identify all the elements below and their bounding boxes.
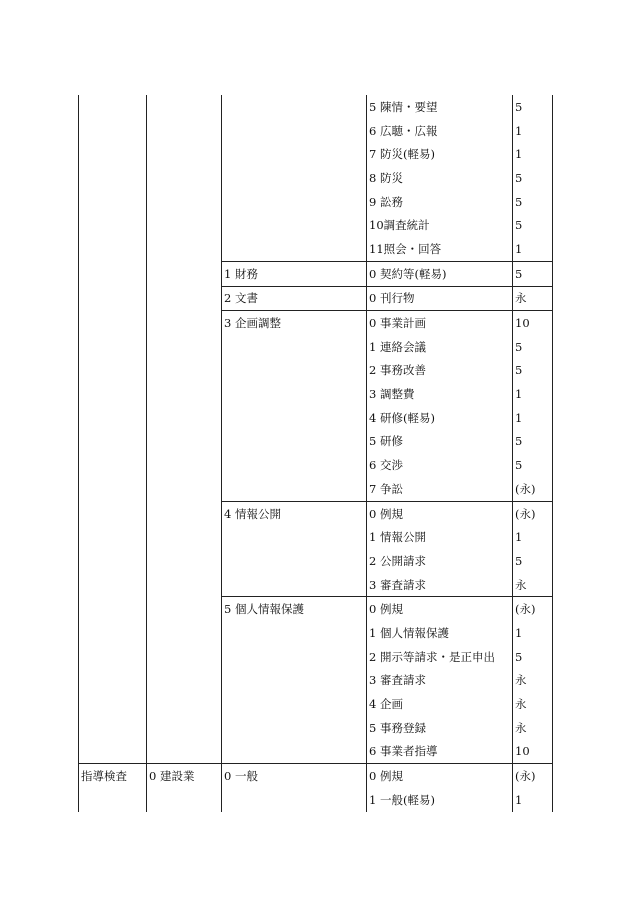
item-cell: 0 例規	[367, 597, 513, 621]
table-row	[79, 335, 553, 359]
retention-period-cell: 永	[513, 716, 553, 740]
table-row	[79, 237, 553, 261]
subcategory-cell	[147, 430, 222, 454]
section-cell	[222, 573, 367, 597]
subcategory-cell	[147, 740, 222, 764]
retention-period-cell: 5	[513, 645, 553, 669]
item-cell: 1 一般(軽易)	[367, 788, 513, 812]
subcategory-cell	[147, 645, 222, 669]
item-cell: 0 刊行物	[367, 286, 513, 311]
section-cell	[222, 549, 367, 573]
item-cell: 5 陳情・要望	[367, 95, 513, 119]
item-cell: 6 交渉	[367, 453, 513, 477]
item-cell: 3 審査請求	[367, 669, 513, 693]
section-cell: 4 情報公開	[222, 501, 367, 525]
category-cell	[79, 142, 147, 166]
section-cell	[222, 740, 367, 764]
retention-period-cell: 5	[513, 453, 553, 477]
item-cell: 7 防災(軽易)	[367, 142, 513, 166]
category-cell	[79, 525, 147, 549]
retention-period-cell: 永	[513, 286, 553, 311]
subcategory-cell	[147, 335, 222, 359]
section-cell	[222, 335, 367, 359]
retention-period-cell: 5	[513, 213, 553, 237]
subcategory-cell	[147, 406, 222, 430]
category-cell	[79, 166, 147, 190]
section-cell	[222, 645, 367, 669]
category-cell	[79, 477, 147, 501]
table-row	[79, 95, 553, 119]
category-cell	[79, 286, 147, 311]
item-cell: 2 開示等請求・是正申出	[367, 645, 513, 669]
item-cell: 4 研修(軽易)	[367, 406, 513, 430]
table-row	[79, 382, 553, 406]
section-cell	[222, 166, 367, 190]
table-row	[79, 692, 553, 716]
category-cell	[79, 573, 147, 597]
retention-period-cell: 1	[513, 406, 553, 430]
table-row	[79, 119, 553, 143]
subcategory-cell	[147, 190, 222, 214]
section-cell	[222, 119, 367, 143]
item-cell: 0 例規	[367, 501, 513, 525]
retention-period-cell: 5	[513, 335, 553, 359]
retention-period-cell: 1	[513, 621, 553, 645]
item-cell: 5 事務登録	[367, 716, 513, 740]
table-row	[79, 286, 553, 311]
section-cell: 2 文書	[222, 286, 367, 311]
retention-period-cell: 1	[513, 119, 553, 143]
category-cell	[79, 453, 147, 477]
retention-period-cell: 永	[513, 692, 553, 716]
retention-period-cell: 永	[513, 669, 553, 693]
subcategory-cell	[147, 573, 222, 597]
section-cell	[222, 430, 367, 454]
table-row	[79, 740, 553, 764]
subcategory-cell	[147, 453, 222, 477]
item-cell: 5 研修	[367, 430, 513, 454]
item-cell: 1 連絡会議	[367, 335, 513, 359]
item-cell: 8 防災	[367, 166, 513, 190]
table-row	[79, 549, 553, 573]
section-cell	[222, 95, 367, 119]
retention-period-cell: (永)	[513, 501, 553, 525]
section-cell	[222, 669, 367, 693]
subcategory-cell	[147, 166, 222, 190]
retention-period-cell: 5	[513, 190, 553, 214]
retention-period-cell: 1	[513, 142, 553, 166]
category-cell	[79, 692, 147, 716]
item-cell: 0 事業計画	[367, 311, 513, 335]
subcategory-cell	[147, 382, 222, 406]
subcategory-cell	[147, 549, 222, 573]
subcategory-cell	[147, 716, 222, 740]
section-cell	[222, 788, 367, 812]
retention-period-cell: 5	[513, 95, 553, 119]
item-cell: 0 契約等(軽易)	[367, 261, 513, 286]
item-cell: 6 広聴・広報	[367, 119, 513, 143]
table-row	[79, 453, 553, 477]
retention-period-cell: 5	[513, 549, 553, 573]
subcategory-cell	[147, 119, 222, 143]
retention-period-cell: 1	[513, 525, 553, 549]
retention-period-cell: 10	[513, 740, 553, 764]
table-row	[79, 764, 553, 788]
section-cell: 3 企画調整	[222, 311, 367, 335]
category-cell	[79, 501, 147, 525]
table-row	[79, 669, 553, 693]
table-row	[79, 573, 553, 597]
retention-period-cell: 10	[513, 311, 553, 335]
table-row	[79, 359, 553, 383]
category-cell	[79, 213, 147, 237]
category-cell	[79, 716, 147, 740]
table-row	[79, 261, 553, 286]
table-row	[79, 406, 553, 430]
category-cell: 指導検査	[79, 764, 147, 788]
subcategory-cell	[147, 213, 222, 237]
section-cell	[222, 525, 367, 549]
subcategory-cell	[147, 788, 222, 812]
category-cell	[79, 549, 147, 573]
table-row	[79, 213, 553, 237]
category-cell	[79, 430, 147, 454]
category-cell	[79, 788, 147, 812]
section-cell	[222, 359, 367, 383]
subcategory-cell	[147, 237, 222, 261]
category-cell	[79, 237, 147, 261]
category-cell	[79, 382, 147, 406]
subcategory-cell	[147, 692, 222, 716]
table-row	[79, 430, 553, 454]
retention-period-cell: 1	[513, 788, 553, 812]
retention-period-cell: (永)	[513, 477, 553, 501]
item-cell: 6 事業者指導	[367, 740, 513, 764]
section-cell	[222, 453, 367, 477]
section-cell	[222, 716, 367, 740]
table-row	[79, 311, 553, 335]
section-cell: 0 一般	[222, 764, 367, 788]
category-cell	[79, 335, 147, 359]
table-row	[79, 501, 553, 525]
item-cell: 1 個人情報保護	[367, 621, 513, 645]
subcategory-cell	[147, 621, 222, 645]
section-cell	[222, 477, 367, 501]
subcategory-cell: 0 建設業	[147, 764, 222, 788]
table-body	[79, 95, 553, 812]
table-row	[79, 525, 553, 549]
category-cell	[79, 597, 147, 621]
retention-period-cell: 1	[513, 382, 553, 406]
table-row	[79, 190, 553, 214]
retention-period-cell: 5	[513, 261, 553, 286]
section-cell	[222, 142, 367, 166]
retention-period-cell: 5	[513, 166, 553, 190]
section-cell	[222, 406, 367, 430]
category-cell	[79, 261, 147, 286]
section-cell	[222, 213, 367, 237]
retention-period-cell: (永)	[513, 764, 553, 788]
section-cell	[222, 692, 367, 716]
item-cell: 9 訟務	[367, 190, 513, 214]
table-row	[79, 477, 553, 501]
section-cell	[222, 382, 367, 406]
subcategory-cell	[147, 597, 222, 621]
subcategory-cell	[147, 311, 222, 335]
category-cell	[79, 311, 147, 335]
table-row	[79, 621, 553, 645]
section-cell	[222, 621, 367, 645]
subcategory-cell	[147, 359, 222, 383]
category-cell	[79, 406, 147, 430]
category-cell	[79, 95, 147, 119]
item-cell: 3 調整費	[367, 382, 513, 406]
table-row	[79, 645, 553, 669]
item-cell: 1 情報公開	[367, 525, 513, 549]
table-row	[79, 716, 553, 740]
item-cell: 2 事務改善	[367, 359, 513, 383]
subcategory-cell	[147, 261, 222, 286]
category-cell	[79, 669, 147, 693]
subcategory-cell	[147, 501, 222, 525]
category-cell	[79, 645, 147, 669]
section-cell	[222, 237, 367, 261]
item-cell: 4 企画	[367, 692, 513, 716]
item-cell: 0 例規	[367, 764, 513, 788]
item-cell: 2 公開請求	[367, 549, 513, 573]
category-cell	[79, 359, 147, 383]
retention-period-cell: (永)	[513, 597, 553, 621]
table-row	[79, 788, 553, 812]
item-cell: 11照会・回答	[367, 237, 513, 261]
retention-period-cell: 1	[513, 237, 553, 261]
section-cell: 5 個人情報保護	[222, 597, 367, 621]
table-row	[79, 142, 553, 166]
subcategory-cell	[147, 477, 222, 501]
subcategory-cell	[147, 669, 222, 693]
retention-period-cell: 5	[513, 359, 553, 383]
subcategory-cell	[147, 95, 222, 119]
subcategory-cell	[147, 525, 222, 549]
retention-period-cell: 永	[513, 573, 553, 597]
subcategory-cell	[147, 286, 222, 311]
subcategory-cell	[147, 142, 222, 166]
item-cell: 3 審査請求	[367, 573, 513, 597]
item-cell: 7 争訟	[367, 477, 513, 501]
table-row	[79, 166, 553, 190]
retention-schedule-table	[78, 95, 553, 812]
category-cell	[79, 621, 147, 645]
section-cell: 1 財務	[222, 261, 367, 286]
item-cell: 10調査統計	[367, 213, 513, 237]
section-cell	[222, 190, 367, 214]
category-cell	[79, 740, 147, 764]
retention-period-cell: 5	[513, 430, 553, 454]
category-cell	[79, 190, 147, 214]
category-cell	[79, 119, 147, 143]
table-row	[79, 597, 553, 621]
